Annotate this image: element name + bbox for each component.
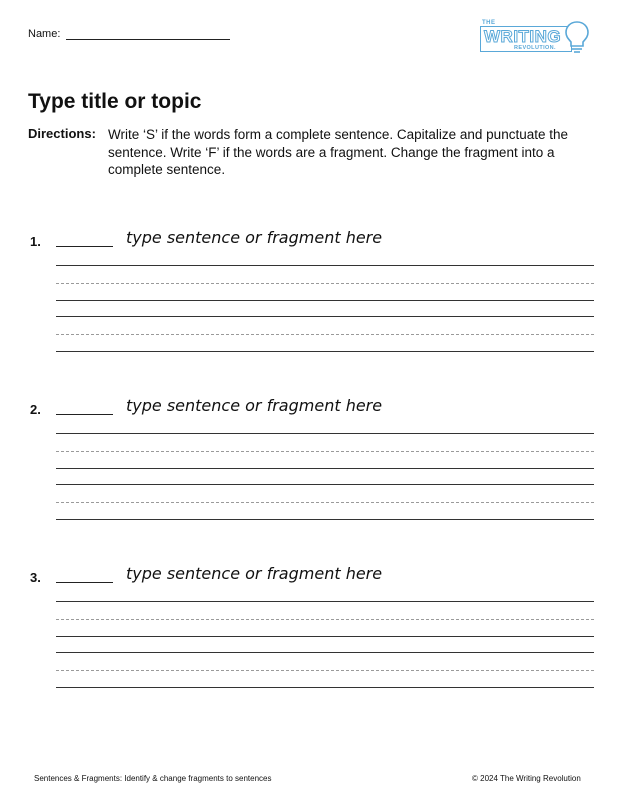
item-prompt: type sentence or fragment here xyxy=(126,228,383,247)
directions-label: Directions: xyxy=(28,126,96,141)
writing-line[interactable] xyxy=(56,519,594,520)
logo-the-text: THE xyxy=(482,20,496,26)
writing-revolution-logo xyxy=(478,18,592,56)
footer-description: Sentences & Fragments: Identify & change fragments to sentences xyxy=(34,774,272,783)
writing-line[interactable] xyxy=(56,300,594,301)
name-field-row xyxy=(28,28,230,40)
logo-writing-text: WRITING xyxy=(484,27,562,46)
item-number: 2. xyxy=(30,402,41,417)
item-number: 3. xyxy=(30,570,41,585)
answer-blank[interactable] xyxy=(56,414,113,415)
footer-copyright: © 2024 The Writing Revolution xyxy=(472,774,581,783)
writing-line[interactable] xyxy=(56,636,594,637)
writing-line[interactable] xyxy=(56,687,594,688)
writing-guide-line xyxy=(56,451,594,452)
writing-line[interactable] xyxy=(56,316,594,317)
writing-guide-line xyxy=(56,670,594,671)
item-number: 1. xyxy=(30,234,41,249)
writing-guide-line xyxy=(56,502,594,503)
writing-guide-line xyxy=(56,334,594,335)
writing-line[interactable] xyxy=(56,468,594,469)
lightbulb-icon xyxy=(564,20,590,54)
writing-line[interactable] xyxy=(56,351,594,352)
writing-guide-line xyxy=(56,619,594,620)
logo-revolution-text: REVOLUTION. xyxy=(514,45,556,51)
worksheet-title: Type title or topic xyxy=(28,90,202,113)
name-blank-line[interactable] xyxy=(66,28,230,40)
name-label: Name: xyxy=(28,28,61,40)
writing-line[interactable] xyxy=(56,265,594,266)
writing-line[interactable] xyxy=(56,433,594,434)
item-prompt: type sentence or fragment here xyxy=(126,396,383,415)
writing-line[interactable] xyxy=(56,484,594,485)
answer-blank[interactable] xyxy=(56,582,113,583)
writing-guide-line xyxy=(56,283,594,284)
writing-line[interactable] xyxy=(56,601,594,602)
directions-text: Write ‘S’ if the words form a complete sentence. Capitalize and punctuate the sentence. Write ‘F’ if the words are a fragment. Change the fragment into a complete sentence. xyxy=(108,127,568,177)
item-prompt: type sentence or fragment here xyxy=(126,564,383,583)
writing-line[interactable] xyxy=(56,652,594,653)
answer-blank[interactable] xyxy=(56,246,113,247)
